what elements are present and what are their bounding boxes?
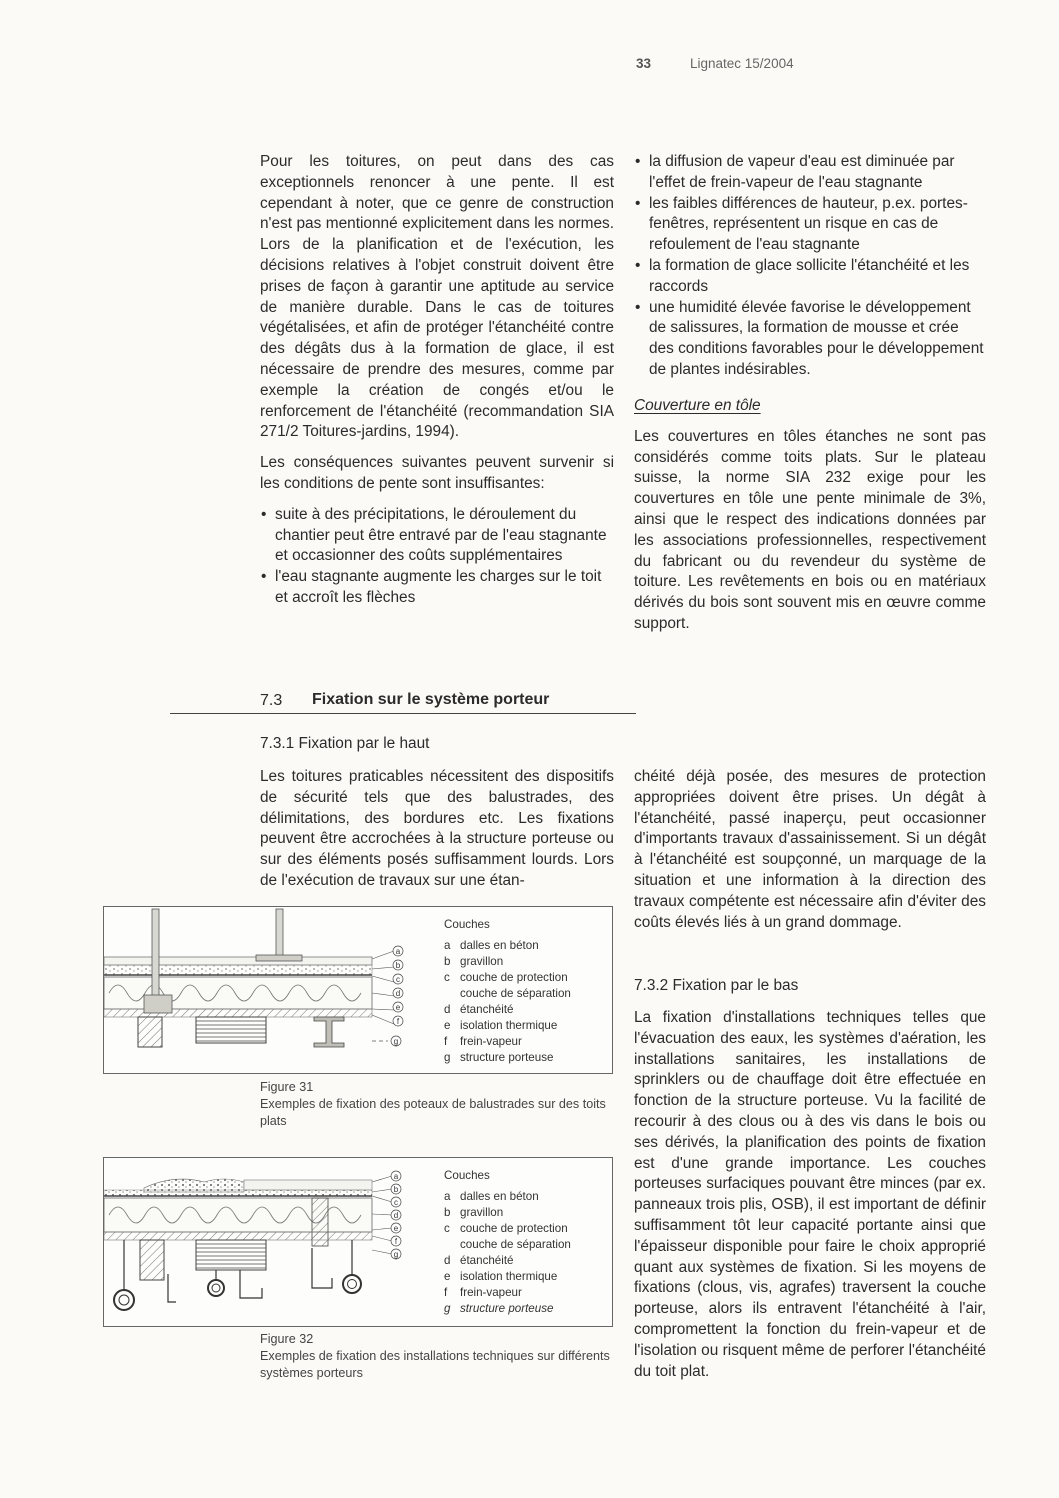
legend-key: b [444, 955, 451, 968]
legend-row [444, 1189, 608, 1205]
figure-31-caption: Exemples de fixation des poteaux de balustrades sur des toits plats [260, 1097, 606, 1128]
figure-31-caption-block [260, 1079, 610, 1130]
legend-row [444, 1301, 608, 1317]
legend-text: gravillon [460, 955, 504, 968]
figure-31-marker-c: c [396, 975, 400, 984]
legend-key [444, 1237, 460, 1253]
figure-31-box [103, 906, 613, 1074]
legend-text: isolation thermique [460, 1270, 558, 1283]
figure-32-marker-a: a [393, 1172, 399, 1181]
publication-title: Lignatec 15/2004 [690, 56, 794, 71]
figure-32-marker-d: d [393, 1211, 399, 1220]
legend-row [444, 954, 608, 970]
paragraph-fixation-top-right: chéité déjà posée, des mesures de protection appropriées doivent être prises. Un dégât à l'étanchéité, passé inaperçu, peut occasionner d'importants travaux d'assainissement. Si un dégât à l'étanchéité est soupçonné, un marquage de la situation et une information à la direction des travaux compétente est nécessaire afin d'éviter des coûts élevés liés à un grand dommage. [634, 768, 986, 931]
legend-row [444, 1034, 608, 1050]
legend-row [444, 1050, 608, 1066]
figure-31-legend [444, 917, 608, 1066]
section-title: Fixation sur le système porteur [312, 691, 550, 708]
legend-text: dalles en béton [460, 1190, 539, 1203]
page-number: 33 [636, 56, 652, 71]
legend-row [444, 1285, 608, 1301]
legend-row [444, 1269, 608, 1285]
paragraph-flat-roof-slope: Pour les toitures, on peut dans des cas exceptionnels renoncer à une pente. Il est cependant à noter, que ce genre de construction n'est pas mentionné explicitement dans les normes. Lors de la planification et de l'exécution, les décisions relatives à l'objet construit doivent être prises de façon à garantir une aptitude au service de manière durable. Dans le cas de toitures végétalisées, et afin de protéger l'étanchéité contre des dégâts dus à la formation de glace, il est nécessaire de prendre des mesures, comme par exemple la création de congés et/ou le renforcement de l'étanchéité (recommandation SIA 271/2 Toitures-jardins, 1994). [260, 153, 614, 441]
legend-key: a [444, 939, 451, 952]
legend-key: g [444, 1302, 451, 1315]
legend-key: d [444, 1003, 451, 1016]
legend-text: couche de protection [460, 971, 568, 984]
figure-32-marker-g: g [393, 1250, 399, 1259]
legend-text: étanchéité [460, 1003, 514, 1016]
subsection-heading-from-top: 7.3.1 Fixation par le haut [260, 735, 430, 752]
paragraph-fixation-top-left: Les toitures praticables nécessitent des dispositifs de sécurité tels que des balustrades, des délimitations, des bordures etc. Les fixations peuvent être accrochées à la structure porteuse ou sur des éléments posés suffisamment lourds. Lors de l'exécution de travaux sur une étan- [260, 768, 614, 889]
list-item: • la diffusion de vapeur d'eau est diminuée par l'effet de frein-vapeur de l'eau stagnante [634, 152, 986, 194]
figure-31-marker-d: d [395, 989, 401, 998]
legend-text: isolation thermique [460, 1019, 558, 1032]
legend-key: f [444, 1035, 448, 1048]
figure-32-marker-c: c [394, 1198, 398, 1207]
figure-32-legend [444, 1168, 608, 1317]
figure-32-label: Figure 32 [260, 1332, 314, 1346]
legend-text: frein-vapeur [460, 1286, 522, 1299]
paragraph-metal-roofing: Les couvertures en tôles étanches ne sont pas considérés comme toits plats. Sur le plateau suisse, la norme SIA 232 exige pour les couvertures en tôle une pente minimale de 3%, ainsi que le respect des indications données par les associations professionnelles, respectivement du fabricant ou du revendeur du système de toiture. Les revêtements en bois ou en matériaux dérivés du bois sont souvent mis en œuvre comme support. [634, 427, 986, 632]
legend-key [444, 986, 460, 1002]
legend-key: b [444, 1206, 451, 1219]
legend-key: e [444, 1270, 451, 1283]
legend-text: gravillon [460, 1206, 504, 1219]
legend-text: étanchéité [460, 1254, 514, 1267]
figure-31-marker-b: b [395, 961, 401, 970]
paragraph-fixation-below: La fixation d'installations techniques telles que l'évacuation des eaux, les systèmes d'aération, les installations sanitaires, les installations de sprinklers ou de chauffage doit être effectuée en fonction de la structure porteuse. Vu la facilité de recourir à des clous ou à des vis dans le bois ou ses dérivés, la planification des points de fixation est d'une grande importance. Les couches porteuses surfaciques pouvant être minces (par ex. panneaux trois plis, OSB), il est important de définir suffisamment tôt leur capacité portante ainsi que l'épaisseur disponible pour faire le choix approprié quant aux systèmes de fixation. Si les moyens de fixations (clous, vis, agrafes) traversent la couche porteuse, alors ils entravent l'étanchéité à l'air, compromettent la fonction du frein-vapeur et de l'isolation ou risquent même de perforer l'étanchéité du toit plat. [634, 1009, 986, 1380]
legend-row [444, 970, 608, 986]
legend-text: structure porteuse [460, 1051, 554, 1064]
figure-32-marker-e: e [393, 1224, 399, 1233]
legend-text: structure porteuse [460, 1302, 554, 1315]
legend-key: c [444, 971, 450, 984]
legend-text: frein-vapeur [460, 1035, 522, 1048]
list-item: • suite à des précipitations, le déroulement du chantier peut être entravé par de l'eau stagnante et occasionner des coûts supplémentaires [260, 505, 614, 567]
subsection-heading-from-below: 7.3.2 Fixation par le bas [634, 977, 799, 994]
list-item: • l'eau stagnante augmente les charges sur le toit et accroît les flèches [260, 567, 614, 609]
paragraph-consequences-intro: Les conséquences suivantes peuvent survenir si les conditions de pente sont insuffisantes: [260, 454, 614, 492]
legend-row [444, 986, 608, 1002]
legend-row [444, 1253, 608, 1269]
figure-32-drawing [104, 1158, 442, 1326]
consequences-list [260, 505, 614, 609]
legend-row [444, 1205, 608, 1221]
legend-title: Couches [444, 1169, 490, 1182]
figure-31-marker-a: a [395, 947, 401, 956]
legend-row [444, 938, 608, 954]
figure-32-caption-block [260, 1331, 610, 1382]
legend-key: d [444, 1254, 451, 1267]
figure-31-marker-f: f [396, 1017, 400, 1026]
legend-key: a [444, 1190, 451, 1203]
legend-row [444, 1018, 608, 1034]
list-item: • une humidité élevée favorise le développement de salissures, la formation de mousse et crée des conditions favorables pour le développement de plantes indésirables. [634, 298, 986, 381]
legend-key: f [444, 1286, 448, 1299]
legend-key: e [444, 1019, 451, 1032]
figure-31-label: Figure 31 [260, 1080, 314, 1094]
subheading-metal-roofing: Couverture en tôle [634, 396, 761, 414]
section-divider [170, 713, 636, 714]
consequences-list-continued [634, 152, 986, 381]
top-right-column [634, 152, 986, 635]
legend-text: couche de séparation [460, 1238, 571, 1251]
legend-row [444, 1002, 608, 1018]
top-left-column [260, 152, 614, 609]
legend-text: couche de séparation [460, 987, 571, 1000]
legend-title: Couches [444, 918, 490, 931]
figure-31-marker-g: g [393, 1037, 399, 1046]
legend-key: g [444, 1051, 451, 1064]
figure-31-marker-e: e [395, 1003, 401, 1012]
figure-32-marker-f: f [394, 1237, 398, 1246]
figure-32-caption: Exemples de fixation des installations techniques sur différents systèmes porteurs [260, 1349, 610, 1380]
figure-32-box [103, 1157, 613, 1327]
section-number: 7.3 [260, 692, 283, 709]
legend-row [444, 1221, 608, 1237]
list-item: • les faibles différences de hauteur, p.ex. portes-fenêtres, représentent un risque en cas de refoulement de l'eau stagnante [634, 194, 986, 256]
legend-text: dalles en béton [460, 939, 539, 952]
list-item: • la formation de glace sollicite l'étanchéité et les raccords [634, 256, 986, 298]
legend-text: couche de protection [460, 1222, 568, 1235]
legend-key: c [444, 1222, 450, 1235]
figure-32-marker-b: b [393, 1185, 399, 1194]
legend-row [444, 1237, 608, 1253]
figure-31-drawing [104, 907, 442, 1073]
